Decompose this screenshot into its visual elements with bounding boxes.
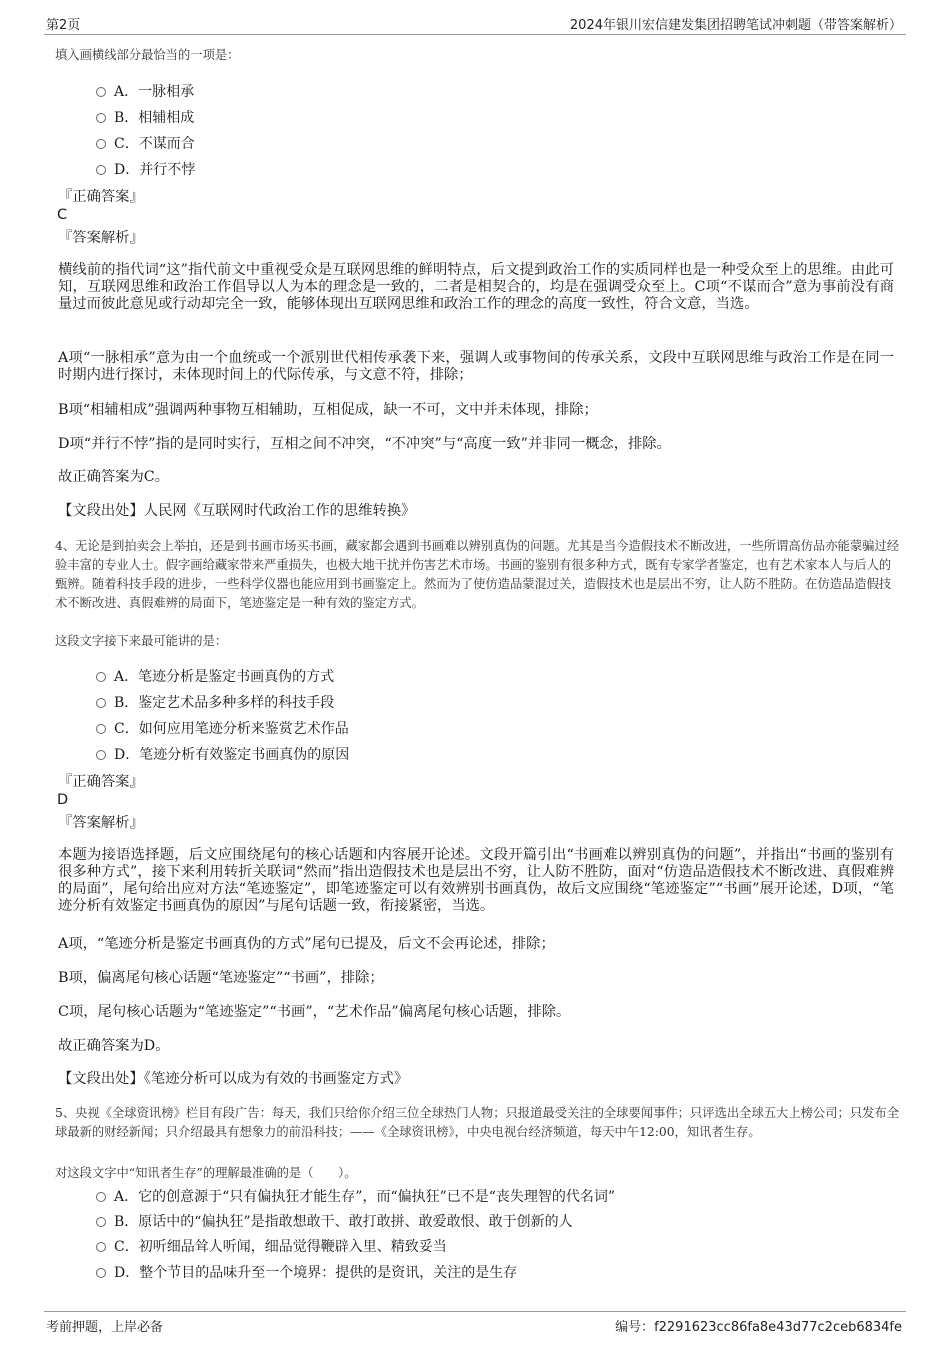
option-text: 如何应用笔迹分析来鉴赏艺术作品 [138,721,349,737]
page-number: 第2页 [46,18,81,33]
radio-icon[interactable] [96,1217,106,1227]
document-title: 2024年银川宏信建发集团招聘笔试冲刺题（带答案解析） [569,18,902,33]
q3-option-d[interactable] [96,161,195,179]
document-id: 编号：f2291623cc86fa8e43d77c2ceb6834fe [615,1320,902,1335]
q3-correct-answer-label: 『正确答案』 [58,189,144,205]
option-text: 笔迹分析是鉴定书画真伪的方式 [138,669,335,685]
q4-analysis-paragraph: A项，“笔迹分析是鉴定书画真伪的方式”尾句已提及，后文不会再论述，排除； [58,936,555,952]
q4-option-d[interactable] [96,746,349,764]
option-text: 鉴定艺术品多种多样的科技手段 [138,695,335,711]
q5-option-b[interactable] [96,1213,573,1231]
option-letter: A． [114,1189,139,1205]
q3-source: 【文段出处】人民网《互联网时代政治工作的思维转换》 [58,503,416,519]
option-text: 不谋而合 [138,136,195,152]
option-text: 整个节目的品味升至一个境界：提供的是资讯，关注的是生存 [139,1265,518,1281]
q5-stem: 5、央视《全球资讯榜》栏目有段广告：每天，我们只给你介绍三位全球热门人物；只报道最受关注的全球要闻事件；只评选出全球五大上榜公司；只发布全球最新的财经新闻；只介绍最具有想象力的前沿科技；——《全球资讯榜》，中央电视台经济频道，每天中午12:00，知讯者生存。 [55,1106,900,1139]
q4-option-c[interactable] [96,720,349,738]
q3-answer: C [57,207,68,223]
q3-analysis-paragraph: A项“一脉相承”意为由一个血统或一个派别世代相传承袭下来，强调人或事物间的传承关系，文段中互联网思维与政治工作是在同一时期内进行探讨，未体现时间上的代际传承，与文意不符，排除； [58,350,894,383]
q3-option-b[interactable] [96,109,194,127]
q4-correct-answer-label: 『正确答案』 [58,774,144,790]
q3-analysis-paragraph: B项“相辅相成”强调两种事物互相辅助，互相促成，缺一不可，文中并未体现，排除； [58,402,598,418]
option-letter: C． [114,1239,139,1255]
page-footer [44,1311,906,1334]
q4-analysis-paragraph: B项，偏离尾句核心话题“笔迹鉴定”“书画”，排除； [58,970,384,986]
q3-conclusion: 故正确答案为C。 [58,469,170,485]
option-letter: B． [114,110,139,126]
option-letter: A． [114,669,139,685]
q4-answer: D [57,792,69,808]
radio-icon[interactable] [96,698,106,708]
option-text: 笔迹分析有效鉴定书画真伪的原因 [139,747,350,763]
q5-prompt: 对这段文字中“知讯者生存”的理解最准确的是（ ）。 [55,1166,357,1180]
q4-stem: 4、无论是到拍卖会上举拍，还是到书画市场买书画，藏家都会遇到书画难以辨别真伪的问题。尤其是当今造假技术不断改进，一些所谓高仿品亦能蒙骗过经验丰富的专业人士。假字画给藏家带来严重损失，也极大地干扰并伤害艺术市场。书画的鉴别有很多种方式，既有专家学者鉴定，也有艺术家本人与后人的甄辨。随着科技手段的进步，一些科学仪器也能应用到书画鉴定上。然而为了使仿造品蒙混过关，造假技术也是层出不穷，让人防不胜防。在仿造品造假技术不断改进、真假难辨的局面下，笔迹鉴定是一种有效的鉴定方式。 [55,539,900,610]
page-header [44,14,906,35]
q3-option-c[interactable] [96,135,195,153]
option-text: 初听细品耸人听闻，细品觉得鞭辟入里、精致妥当 [138,1239,447,1255]
q4-conclusion: 故正确答案为D。 [58,1038,170,1054]
option-letter: D． [114,1265,140,1281]
radio-icon[interactable] [96,724,106,734]
q4-option-a[interactable] [96,668,334,686]
radio-icon[interactable] [96,750,106,760]
radio-icon[interactable] [96,672,106,682]
q3-option-a[interactable] [96,83,194,101]
option-text: 相辅相成 [138,110,195,126]
radio-icon[interactable] [96,113,106,123]
q4-analysis-paragraph: C项，尾句核心话题为“笔迹鉴定”“书画”，“艺术作品”偏离尾句核心话题，排除。 [58,1004,571,1020]
q5-option-a[interactable] [96,1188,615,1206]
option-letter: A． [114,84,139,100]
option-text: 它的创意源于“只有偏执狂才能生存”，而“偏执狂”已不是“丧失理智的代名词” [138,1189,616,1205]
q3-analysis-label: 『答案解析』 [58,230,144,246]
q5-option-c[interactable] [96,1238,447,1256]
q4-option-b[interactable] [96,694,334,712]
q5-option-d[interactable] [96,1264,517,1282]
option-letter: C． [114,136,139,152]
radio-icon[interactable] [96,165,106,175]
q3-analysis-paragraph: D项“并行不悖”指的是同时实行，互相之间不冲突，“不冲突”与“高度一致”并非同一概念，排除。 [58,436,671,452]
q4-prompt: 这段文字接下来最可能讲的是： [55,634,228,648]
option-letter: D． [114,747,140,763]
radio-icon[interactable] [96,1268,106,1278]
option-text: 并行不悖 [139,162,196,178]
radio-icon[interactable] [96,87,106,97]
radio-icon[interactable] [96,1242,106,1252]
option-text: 原话中的“偏执狂”是指敢想敢干、敢打敢拼、敢爱敢恨、敢于创新的人 [138,1214,573,1230]
option-letter: B． [114,695,139,711]
radio-icon[interactable] [96,1192,106,1202]
footer-slogan: 考前押题，上岸必备 [46,1320,164,1335]
q4-analysis-label: 『答案解析』 [58,815,144,831]
option-letter: B． [114,1214,139,1230]
q3-prompt: 填入画横线部分最恰当的一项是： [55,48,240,62]
option-text: 一脉相承 [138,84,195,100]
radio-icon[interactable] [96,139,106,149]
option-letter: D． [114,162,140,178]
q3-analysis-paragraph: 横线前的指代词“这”指代前文中重视受众是互联网思维的鲜明特点，后文提到政治工作的实质同样也是一种受众至上的思维。由此可知，互联网思维和政治工作倡导以人为本的理念是一致的，二者是相契合的，均是在强调受众至上。C项“不谋而合”意为事前没有商量过而彼此意见或行动却完全一致，能够体现出互联网思维和政治工作的理念的高度一致性，符合文意，当选。 [58,262,894,312]
q4-source: 【文段出处】《笔迹分析可以成为有效的书画鉴定方式》 [58,1071,409,1087]
q4-analysis-paragraph: 本题为接语选择题，后文应围绕尾句的核心话题和内容展开论述。文段开篇引出“书画难以辨别真伪的问题”，并指出“书画的鉴别有很多种方式”，接下来利用转折关联词“然而”指出造假技术也是层出不穷，让人防不胜防，面对“仿造品造假技术不断改进、真假难辨的局面”，尾句给出应对方法“笔迹鉴定”，即笔迹鉴定可以有效辨别书画真伪，故后文应围绕“笔迹鉴定”“书画”展开论述，D项，“笔迹分析有效鉴定书画真伪的原因”与尾句话题一致，衔接紧密，当选。 [58,847,894,914]
option-letter: C． [114,721,139,737]
